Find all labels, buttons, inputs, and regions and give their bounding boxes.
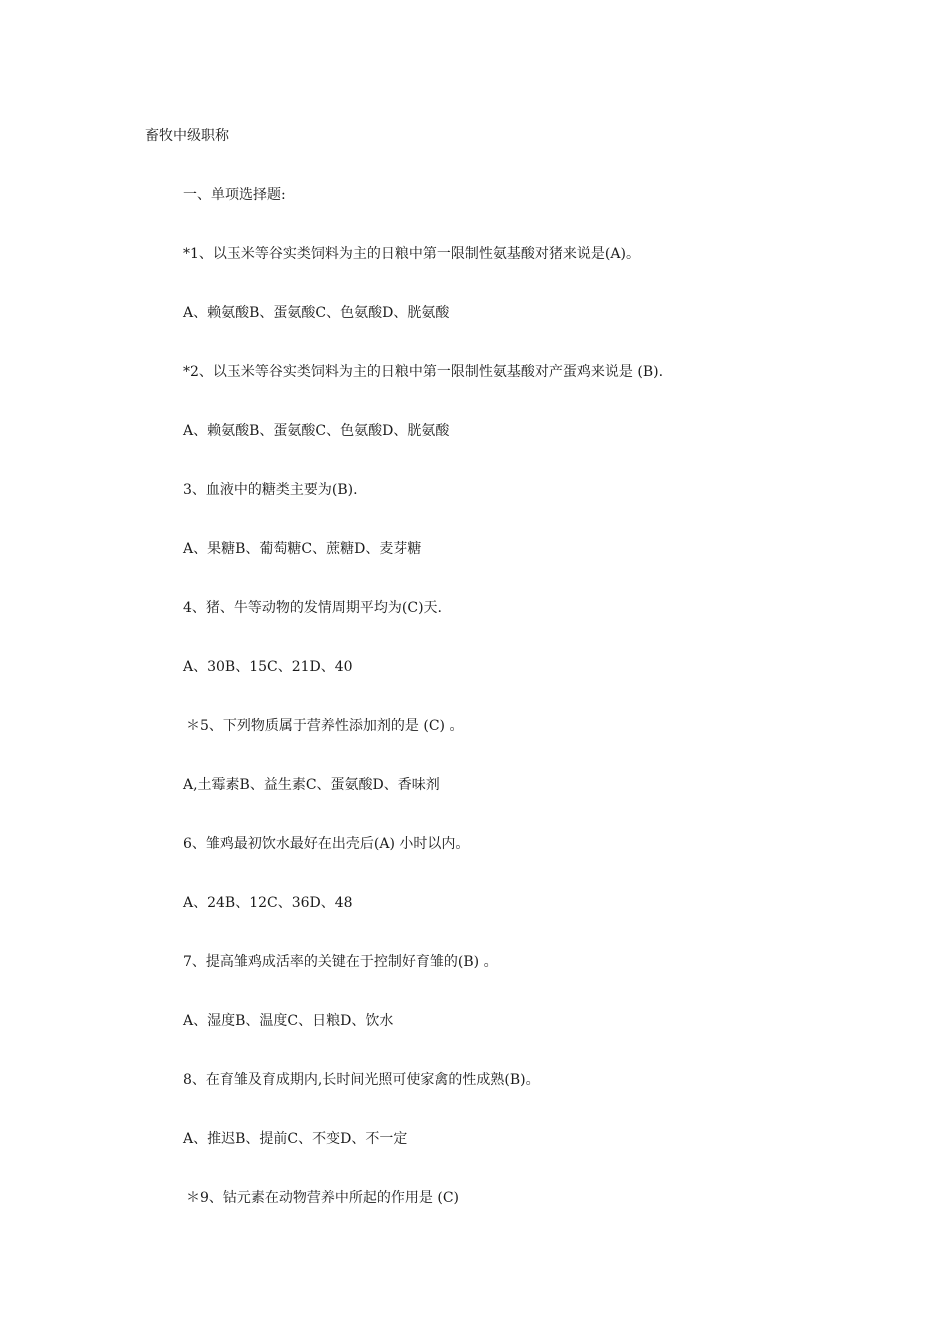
document-title: 畜牧中级职称 <box>145 128 229 144</box>
question-5: ＊5、下列物质属于营养性添加剂的是 (C) 。 <box>186 718 464 734</box>
options-1: A、赖氨酸B、蛋氨酸C、色氨酸D、胱氨酸 <box>183 305 450 321</box>
options-7: A、湿度B、温度C、日粮D、饮水 <box>183 1013 394 1029</box>
question-6: 6、雏鸡最初饮水最好在出壳后(A) 小时以内。 <box>183 836 470 852</box>
options-3: A、果糖B、葡萄糖C、蔗糖D、麦芽糖 <box>183 541 422 557</box>
question-7: 7、提高雏鸡成活率的关键在于控制好育雏的(B) 。 <box>183 954 498 970</box>
question-3: 3、血液中的糖类主要为(B). <box>183 482 358 498</box>
options-2: A、赖氨酸B、蛋氨酸C、色氨酸D、胱氨酸 <box>183 423 450 439</box>
question-1: *1、以玉米等谷实类饲料为主的日粮中第一限制性氨基酸对猪来说是(A)。 <box>183 246 640 262</box>
options-6: A、24B、12C、36D、48 <box>183 895 353 911</box>
options-8: A、推迟B、提前C、不变D、不一定 <box>183 1131 408 1147</box>
options-5: A,土霉素B、益生素C、蛋氨酸D、香味剂 <box>183 777 440 793</box>
question-4: 4、猪、牛等动物的发情周期平均为(C)天. <box>183 600 442 616</box>
options-4: A、30B、15C、21D、40 <box>183 659 353 675</box>
section-heading: 一、单项选择题: <box>183 187 286 203</box>
question-2: *2、以玉米等谷实类饲料为主的日粮中第一限制性氨基酸对产蛋鸡来说是 (B). <box>183 364 664 380</box>
question-8: 8、在育雏及育成期内,长时间光照可使家禽的性成熟(B)。 <box>183 1072 540 1088</box>
question-9: ＊9、钴元素在动物营养中所起的作用是 (C) <box>186 1190 459 1206</box>
